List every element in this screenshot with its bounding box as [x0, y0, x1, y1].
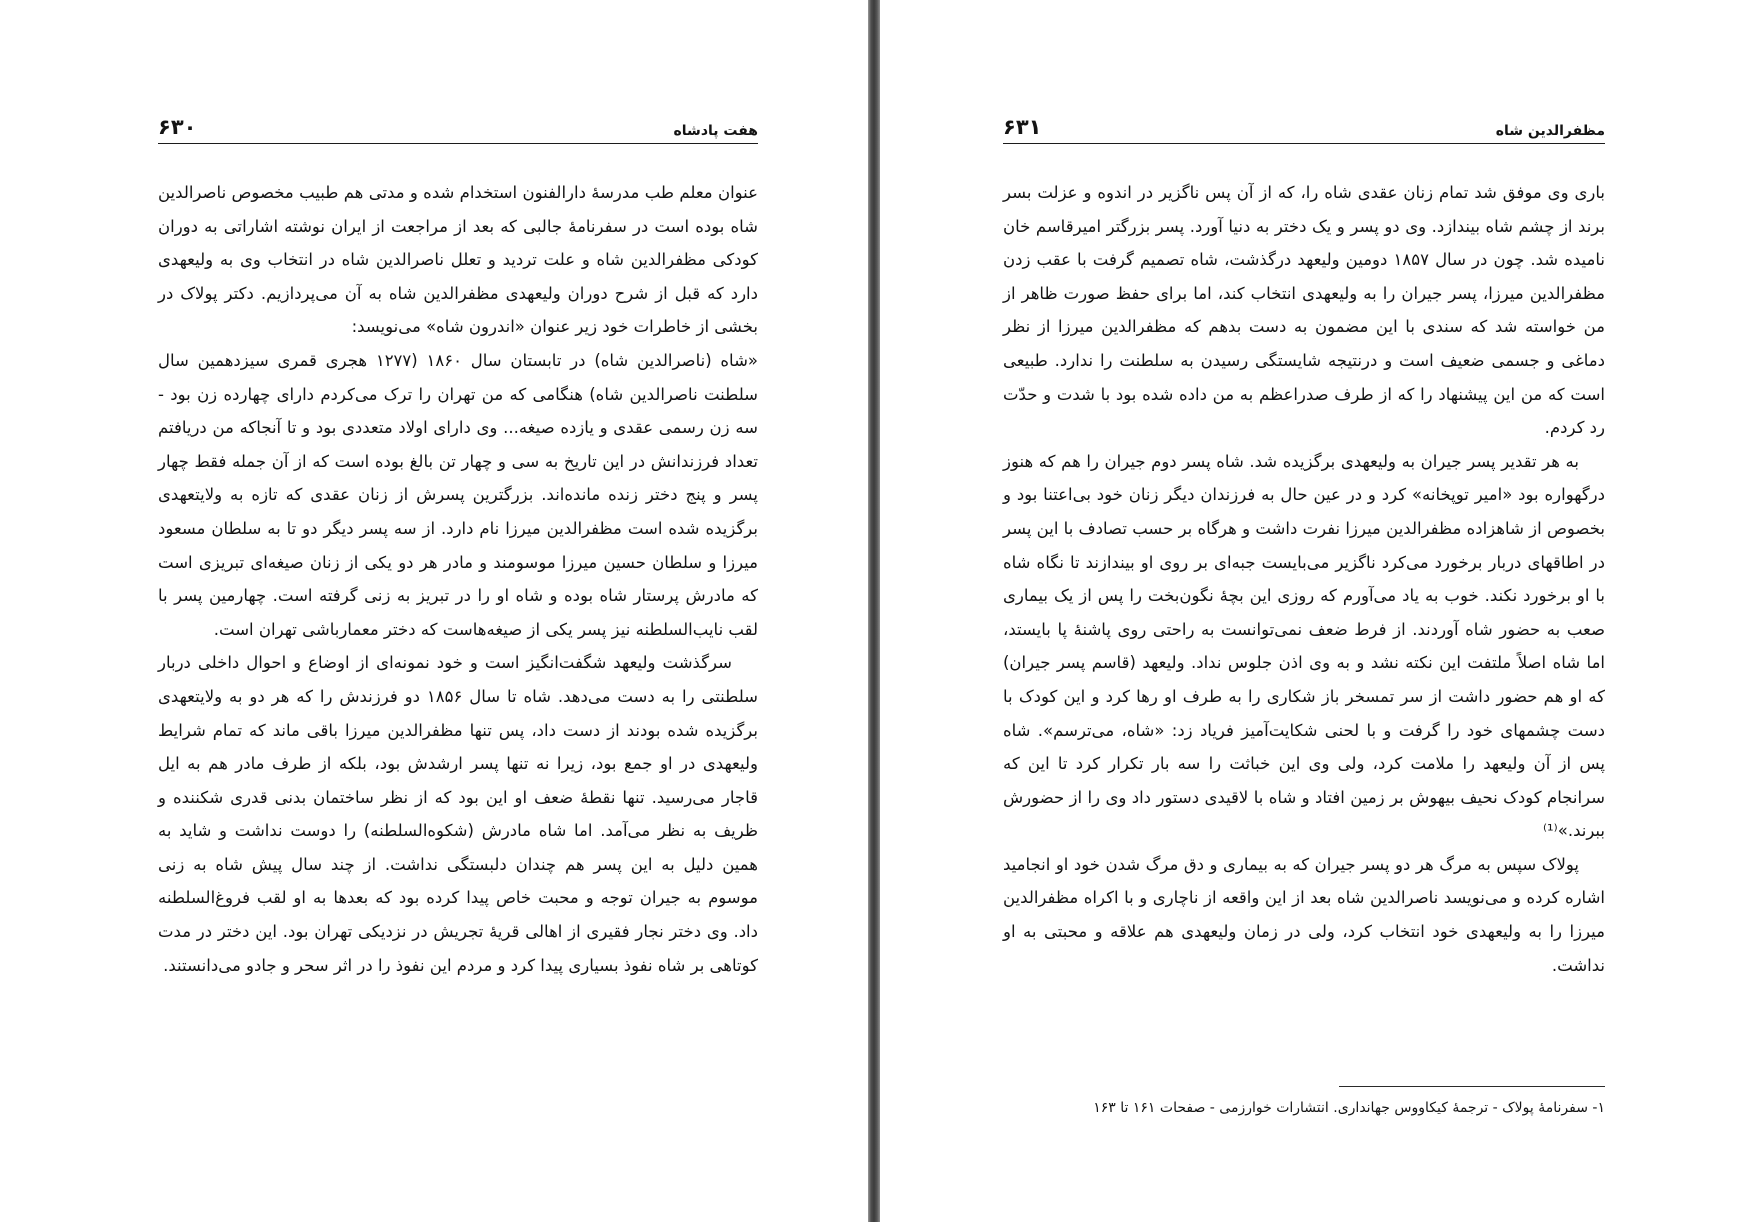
paragraph: «شاه (ناصرالدین شاه) در تابستان سال ۱۸۶۰ (۱۲۷۷ هجری قمری سیزدهمین سال سلطنت ناصرالدین شاه) هنگامی که من تهران را ترک می‌کردم دارای چهارده زن بود - سه زن رسمی عقدی و یازده صیغه... وی دارای اولاد متعددی بود و تا آنجاکه من دریافتم تعداد فرزندانش در این تاریخ به سی و چهار تن بالغ بوده است که از آن جمله فقط چهار پسر و پنج دختر زنده مانده‌اند. بزرگترین پسرش از زنان عقدی که تازه به ولایتعهدی برگزیده شده است مظفرالدین میرزا نام دارد. از سه پسر دیگر دو تا به سلطان مسعود میرزا و سلطان حسین میرزا موسومند و مادر هر دو یکی از زنان صیغه‌ای تبریزی است که مادرش پرستار شاه بوده و شاه او را در تبریز به زنی گرفته است. چهارمین پسر با لقب نایب‌السلطنه نیز پسر یکی از صیغه‌هاست که دختر معمارباشی تهران است. [158, 350, 759, 639]
body-text [1003, 176, 1605, 982]
page-number: ۶۳۱ [1003, 115, 1042, 139]
paragraph: سرگذشت ولیعهد شگفت‌انگیز است و خود نمونه‌ای از اوضاع و احوال داخلی دربار سلطنتی را به دست می‌دهد. شاه تا سال ۱۸۵۶ دو فرزندش را که هر دو به ولایتعهدی برگزیده شده بودند از دست داد، پس تنها مظفرالدین میرزا باقی ماند که تمام شرایط ولیعهدی در او جمع بود، زیرا نه تنها پسر ارشدش بود، بلکه از طرف مادر هم به ایل قاجار می‌رسید. تنها نقطهٔ ضعف او این بود که از نظر ساختمان بدنی قدری شکننده و ظریف به نظر می‌آمد. اما شاه مادرش (شکوه‌السلطنه) را دوست نداشت و شاید به همین دلیل به این پسر هم چندان دلبستگی نداشت. از چند سال پیش شاه به زنی موسوم به جیران توجه و محبت خاص پیدا کرده بود که بعدها به او لقب فروغ‌السلطنه داد. وی دختر نجار فقیری از اهالی قریهٔ تجریش در نزدیکی تهران بود. این دختر در مدت کوتاهی بر شاه نفوذ بسیاری پیدا کرد و مردم این نفوذ را در اثر سحر و جادو می‌دانستند. [158, 653, 758, 975]
running-head [1003, 106, 1605, 144]
right-page [880, 0, 1743, 1222]
running-title: هفت پادشاه [673, 123, 758, 139]
footnote: ۱- سفرنامهٔ پولاک - ترجمهٔ کیکاووس جهانداری. انتشارات خوارزمی - صفحات ۱۶۱ تا ۱۶۳ [1093, 1100, 1605, 1116]
paragraph: پولاک سپس به مرگ هر دو پسر جیران که به بیماری و دق مرگ شدن خود او انجامید اشاره کرده و می‌نویسد ناصرالدین شاه بعد از این واقعه از ناچاری و با اکراه مظفرالدین میرزا را به ولیعهدی خود انتخاب کرد، ولی در زمان ولیعهدی هم علاقه و محبتی به او نداشت. [1003, 854, 1605, 975]
paragraph: عنوان معلم طب مدرسهٔ دارالفنون استخدام شده و مدتی هم طبیب مخصوص ناصرالدین شاه بوده است در سفرنامهٔ جالبی که بعد از مراجعت از ایران نوشته اشاراتی به دوران کودکی مظفرالدین شاه و علت تردید و تعلل ناصرالدین شاه در انتخاب وی به ولیعهدی دارد که قبل از شرح دوران ولیعهدی مظفرالدین شاه به آن می‌پردازیم. دکتر پولاک در بخشی از خاطرات خود زیر عنوان «اندرون شاه» می‌نویسد: [158, 183, 758, 337]
left-page [0, 0, 868, 1222]
running-head [158, 106, 758, 144]
book-gutter [868, 0, 880, 1222]
body-text [158, 176, 758, 982]
paragraph: باری وی موفق شد تمام زنان عقدی شاه را، که از آن پس ناگزیر در اندوه و عزلت بسر برند از چشم شاه بیندازد. وی دو پسر و یک دختر به دنیا آورد. پسر بزرگتر امیرقاسم خان نامیده شد. چون در سال ۱۸۵۷ دومین ولیعهد درگذشت، شاه تصمیم گرفت با عقب زدن مظفرالدین میرزا، پسر جیران را به ولیعهدی انتخاب کند، اما برای حفظ صورت ظاهر از من خواسته شد که سندی با این مضمون به دست بدهم که مظفرالدین میرزا از نظر دماغی و جسمی ضعیف است و درنتیجه شایستگی رسیدن به سلطنت را ندارد. طبیعی است که من این پیشنهاد را که از طرف صدراعظم به من داده شده بود با شدت و حدّت رد کردم. [1003, 183, 1605, 438]
paragraph: به هر تقدیر پسر جیران به ولیعهدی برگزیده شد. شاه پسر دوم جیران را هم که هنوز درگهواره بود «امیر توپخانه» کرد و در عین حال به فرزندان دیگر زنان خود بی‌اعتنا بود و بخصوص از شاهزاده مظفرالدین میرزا نفرت داشت و هرگاه بر حسب تصادف با این پسر در اطاقهای دربار برخورد می‌کرد ناگزیر می‌بایست جبه‌ای بر روی او بیندازند تا نگاه شاه با او برخورد نکند. خوب به یاد می‌آورم که روزی این بچهٔ نگون‌بخت را پس از یک بیماری صعب به حضور شاه آوردند. از فرط ضعف نمی‌توانست به راحتی روی پاشنهٔ پا بایستد، اما شاه اصلاً ملتفت این نکته نشد و به وی اذن جلوس نداد. ولیعهد (قاسم پسر جیران) که او هم حضور داشت از سر تمسخر باز شکاری را به طرف او رها کرد و این کودک با دست چشمهای خود را گرفت و با لحنی شکایت‌آمیز فریاد زد: «شاه، می‌ترسم». شاه پس از آن ولیعهد را ملامت کرد، ولی وی این خباثت را سه بار تکرار کرد تا این که سرانجام کودک نحیف بیهوش بر زمین افتاد و شاه با لاقیدی دستور داد وی را از حضورش ببرند.»⁽¹⁾ [1003, 451, 1605, 841]
footnote-rule [1339, 1086, 1605, 1087]
running-title: مظفرالدین شاه [1495, 123, 1605, 139]
page-number: ۶۳۰ [158, 115, 197, 139]
